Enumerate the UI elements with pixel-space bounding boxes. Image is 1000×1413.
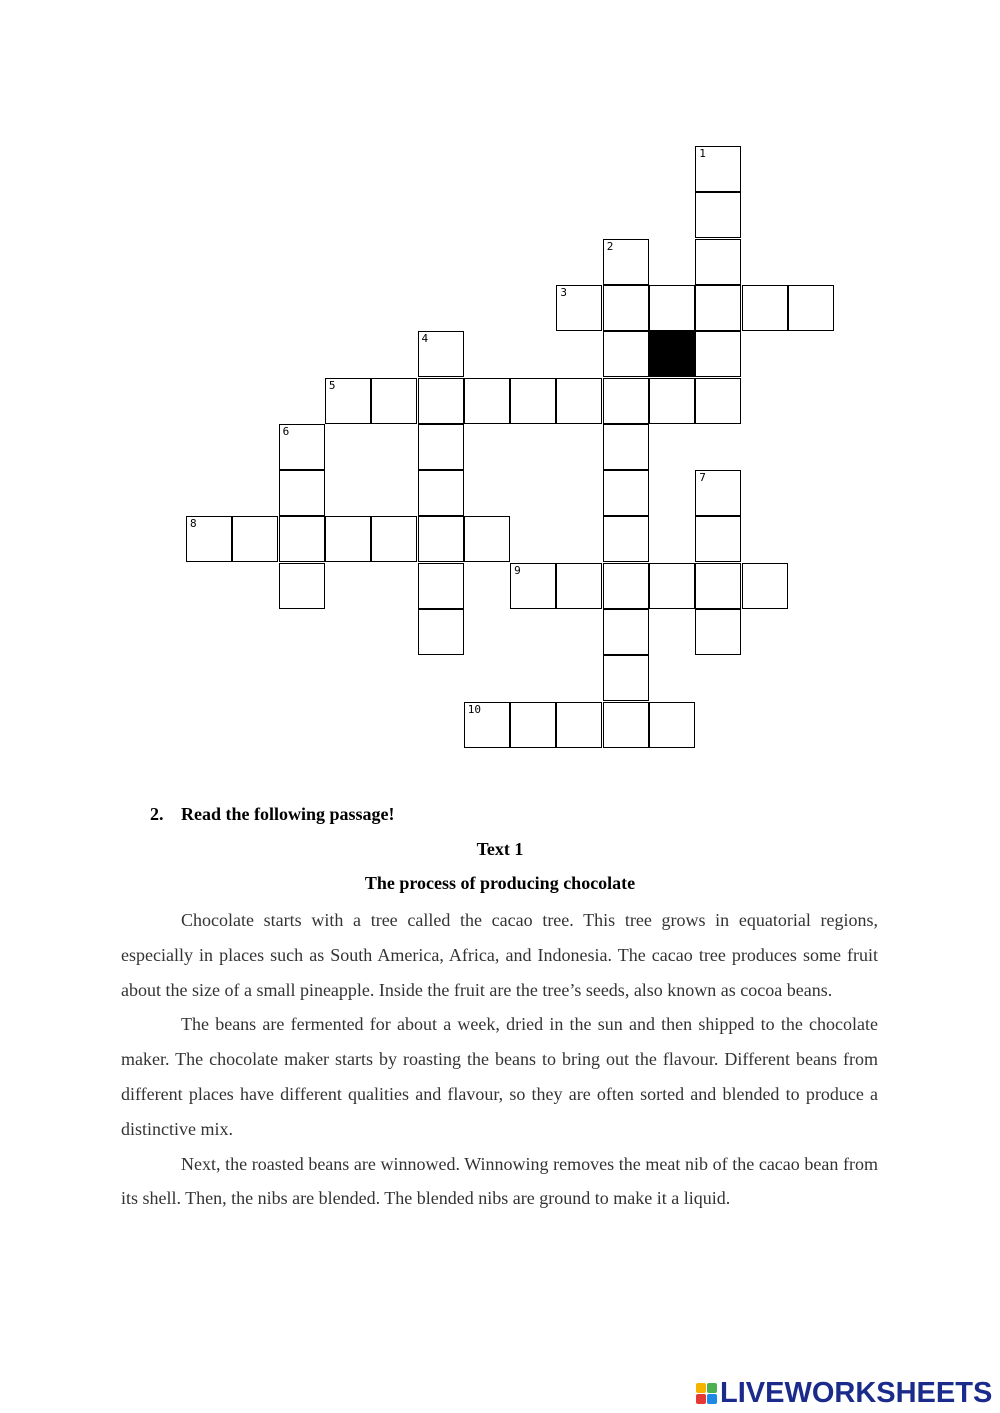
crossword-letter-input[interactable] <box>696 286 740 330</box>
crossword-cell[interactable] <box>695 146 741 192</box>
crossword-letter-input[interactable] <box>557 286 601 330</box>
clue-number: 10 <box>467 702 482 716</box>
crossword-letter-input[interactable] <box>604 703 648 747</box>
crossword-letter-input[interactable] <box>789 286 833 330</box>
crossword-letter-input[interactable] <box>604 379 648 423</box>
crossword-letter-input[interactable] <box>604 471 648 515</box>
crossword-cell[interactable] <box>371 516 417 562</box>
crossword-cell[interactable] <box>418 424 464 470</box>
passage-paragraph-3: Next, the roasted beans are winnowed. Winnowing removes the meat nib of the cacao bean from its shell. Then, the nibs are blended. The blended nibs are ground to make it a liquid. <box>121 1153 878 1209</box>
crossword-letter-input[interactable] <box>743 564 787 608</box>
crossword-cell[interactable] <box>464 378 510 424</box>
logo-square-4 <box>707 1394 717 1404</box>
crossword-letter-input[interactable] <box>511 379 555 423</box>
crossword-cell[interactable] <box>464 702 510 748</box>
crossword-letter-input[interactable] <box>557 703 601 747</box>
crossword-letter-input[interactable] <box>696 193 740 237</box>
crossword-letter-input[interactable] <box>419 610 463 654</box>
crossword-cell[interactable] <box>695 285 741 331</box>
crossword-letter-input[interactable] <box>604 240 648 284</box>
crossword-cell[interactable] <box>418 609 464 655</box>
crossword-cell[interactable] <box>603 609 649 655</box>
crossword-black-cell <box>649 331 695 377</box>
crossword-letter-input[interactable] <box>696 471 740 515</box>
logo-square-1 <box>696 1383 706 1393</box>
crossword-letter-input[interactable] <box>326 517 370 561</box>
passage-title: The process of producing chocolate <box>364 873 636 893</box>
crossword-letter-input[interactable] <box>696 147 740 191</box>
crossword-letter-input[interactable] <box>696 517 740 561</box>
crossword-cell[interactable] <box>279 516 325 562</box>
crossword-letter-input[interactable] <box>650 564 694 608</box>
crossword-cell[interactable] <box>649 285 695 331</box>
crossword-cell[interactable] <box>603 424 649 470</box>
section-heading <box>150 804 395 825</box>
crossword-cell[interactable] <box>510 378 556 424</box>
crossword-cell[interactable] <box>556 378 602 424</box>
crossword-letter-input[interactable] <box>280 564 324 608</box>
clue-number: 1 <box>699 147 706 160</box>
crossword-letter-input[interactable] <box>604 564 648 608</box>
passage <box>121 903 878 1216</box>
crossword-letter-input[interactable] <box>280 517 324 561</box>
text-label: Text 1 <box>476 839 524 859</box>
crossword-cell[interactable] <box>232 516 278 562</box>
crossword-cell[interactable] <box>325 516 371 562</box>
crossword-cell[interactable] <box>603 470 649 516</box>
crossword-cell[interactable] <box>279 424 325 470</box>
crossword-cell[interactable] <box>695 239 741 285</box>
crossword-cell[interactable] <box>418 470 464 516</box>
passage-paragraph-1: Chocolate starts with a tree called the cacao tree. This tree grows in equatorial regions, especially in places such as South America, Africa, and Indonesia. The cacao tree produces some fruit about the size of a small pineapple. Inside the fruit are the tree’s seeds, also known as cocoa beans. <box>121 910 878 1000</box>
clue-number: 7 <box>699 471 706 485</box>
crossword-cell[interactable] <box>788 285 834 331</box>
crossword-letter-input[interactable] <box>650 379 694 423</box>
logo-text: LIVEWORKSHEETS <box>720 1377 993 1409</box>
crossword-letter-input[interactable] <box>604 656 648 700</box>
crossword-letter-input[interactable] <box>419 332 463 376</box>
crossword-cell[interactable] <box>695 331 741 377</box>
crossword-cell[interactable] <box>603 239 649 285</box>
crossword-cell[interactable] <box>464 516 510 562</box>
crossword-cell[interactable] <box>603 702 649 748</box>
logo-icon <box>696 1383 717 1404</box>
crossword-cell[interactable] <box>603 331 649 377</box>
crossword-letter-input[interactable] <box>419 425 463 469</box>
crossword-cell[interactable] <box>279 563 325 609</box>
crossword-letter-input[interactable] <box>696 240 740 284</box>
clue-number: 3 <box>560 285 568 299</box>
crossword-cell[interactable] <box>418 516 464 562</box>
crossword-cell[interactable] <box>695 609 741 655</box>
crossword-cell[interactable] <box>695 470 741 516</box>
crossword-cell[interactable] <box>510 563 556 609</box>
crossword-letter-input[interactable] <box>604 286 648 330</box>
crossword-letter-input[interactable] <box>511 564 555 608</box>
crossword-letter-input[interactable] <box>604 425 648 469</box>
crossword-letter-input[interactable] <box>280 425 324 469</box>
clue-number: 5 <box>328 378 336 392</box>
crossword-letter-input[interactable] <box>187 517 231 561</box>
passage-paragraph-2: The beans are fermented for about a week, dried in the sun and then shipped to the chocolate maker. The chocolate maker starts by roasting the beans to bring out the flavour. Different beans from different places have different qualities and flavour, so they are often sorted and blended to produce a distinctive mix. <box>121 1014 878 1139</box>
crossword-cell[interactable] <box>742 285 788 331</box>
clue-number: 8 <box>190 517 197 531</box>
crossword-letter-input[interactable] <box>465 379 509 423</box>
crossword-letter-input[interactable] <box>604 332 648 376</box>
crossword-cell[interactable] <box>695 563 741 609</box>
crossword-cell[interactable] <box>556 702 602 748</box>
liveworksheets-logo <box>696 1376 992 1410</box>
crossword-letter-input[interactable] <box>372 379 416 423</box>
crossword-letter-input[interactable] <box>696 564 740 608</box>
crossword-letter-input[interactable] <box>743 286 787 330</box>
crossword-cell[interactable] <box>695 516 741 562</box>
section-number: 2. <box>150 804 164 824</box>
crossword-cell[interactable] <box>603 378 649 424</box>
crossword-letter-input[interactable] <box>419 517 463 561</box>
crossword-cell[interactable] <box>649 563 695 609</box>
crossword-cell[interactable] <box>556 563 602 609</box>
crossword-letter-input[interactable] <box>696 610 740 654</box>
logo-square-3 <box>696 1394 706 1404</box>
crossword-letter-input[interactable] <box>557 379 601 423</box>
crossword-letter-input[interactable] <box>511 703 555 747</box>
crossword-letter-input[interactable] <box>650 286 694 330</box>
crossword-cell[interactable] <box>603 285 649 331</box>
crossword-cell[interactable] <box>742 563 788 609</box>
crossword-cell[interactable] <box>695 378 741 424</box>
crossword-cell[interactable] <box>603 655 649 701</box>
crossword-letter-input[interactable] <box>419 564 463 608</box>
clue-number: 9 <box>514 563 521 577</box>
crossword-letter-input[interactable] <box>650 703 694 747</box>
crossword-letter-input[interactable] <box>696 379 740 423</box>
crossword-letter-input[interactable] <box>419 471 463 515</box>
crossword-cell[interactable] <box>649 702 695 748</box>
crossword-letter-input[interactable] <box>604 517 648 561</box>
crossword-cell[interactable] <box>603 563 649 609</box>
crossword-letter-input[interactable] <box>604 610 648 654</box>
clue-number: 6 <box>282 424 290 438</box>
crossword-letter-input[interactable] <box>326 379 370 423</box>
clue-number: 2 <box>606 239 614 253</box>
crossword-cell[interactable] <box>556 285 602 331</box>
section-heading-text: Read the following passage! <box>181 804 395 824</box>
crossword-letter-input[interactable] <box>465 703 509 747</box>
crossword-cell[interactable] <box>186 516 232 562</box>
crossword-cell[interactable] <box>279 470 325 516</box>
crossword-cell[interactable] <box>325 378 371 424</box>
logo-square-2 <box>707 1383 717 1393</box>
crossword-letter-input[interactable] <box>696 332 740 376</box>
crossword-cell[interactable] <box>603 516 649 562</box>
crossword-cell[interactable] <box>649 378 695 424</box>
crossword-letter-input[interactable] <box>557 564 601 608</box>
clue-number: 4 <box>421 332 429 346</box>
crossword-cell[interactable] <box>510 702 556 748</box>
crossword-cell[interactable] <box>695 192 741 238</box>
crossword-letter-input[interactable] <box>372 517 416 561</box>
crossword-cell[interactable] <box>371 378 417 424</box>
crossword-letter-input[interactable] <box>233 517 277 561</box>
crossword-cell[interactable] <box>418 378 464 424</box>
crossword-letter-input[interactable] <box>419 379 463 423</box>
crossword-cell[interactable] <box>418 563 464 609</box>
crossword-letter-input[interactable] <box>280 471 324 515</box>
crossword-letter-input[interactable] <box>465 517 509 561</box>
crossword-cell[interactable] <box>418 331 464 377</box>
